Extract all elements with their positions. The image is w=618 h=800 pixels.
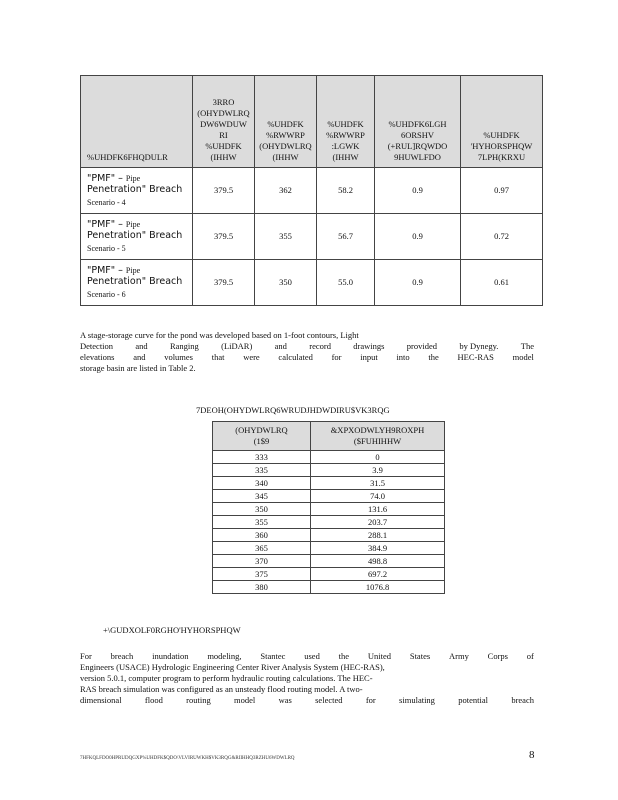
pool-elevation-cell: 379.5 [193,214,255,260]
development-time-cell: 0.61 [461,260,543,306]
table-row [213,542,445,555]
volume-cell: 288.1 [311,529,445,542]
elevation-cell: 360 [213,529,311,542]
paragraph-line: A stage-storage curve for the pond was developed based on 1-foot contours, Light [80,330,359,340]
header-bottom-width: %UHDFK %RWWRP :LGWK (IHHW [317,76,375,168]
elevation-cell: 333 [213,451,311,464]
elevation-cell: 340 [213,477,311,490]
elevation-cell: 375 [213,568,311,581]
table-row [213,503,445,516]
paragraph-line: Detection and Ranging (LiDAR) and record drawings provided by Dynegy. The [80,341,534,351]
scenario-cell: "PMF" – Pipe Penetration" Breach Scenario - 6 [81,260,193,306]
elevation-cell: 345 [213,490,311,503]
table-row [213,451,445,464]
header-breach-scenario: %UHDFK6FHQDULR [81,76,193,168]
elevation-storage-table [212,421,445,594]
elevation-cell: 350 [213,503,311,516]
bottom-elevation-cell: 350 [255,260,317,306]
volume-cell: 0 [311,451,445,464]
elevation-cell: 370 [213,555,311,568]
bottom-elevation-cell: 355 [255,214,317,260]
table-row [81,260,543,306]
paragraph-line: dimensional flood routing model was selected for simulating potential breach [80,695,534,705]
development-time-cell: 0.97 [461,168,543,214]
paragraph-line: RAS breach simulation was configured as an unsteady flood routing model. A two- [80,684,363,694]
paragraph-line: Engineers (USACE) Hydrologic Engineering Center River Analysis System (HEC-RAS), [80,662,385,672]
paragraph-line: elevations and volumes that were calculated for input into the HEC-RAS model [80,352,534,362]
table-row [213,464,445,477]
page-number: 8 [529,749,535,761]
volume-cell: 1076.8 [311,581,445,594]
table-row [81,214,543,260]
table-header-row [213,422,445,451]
volume-cell: 203.7 [311,516,445,529]
volume-cell: 31.5 [311,477,445,490]
table-row [213,529,445,542]
bottom-width-cell: 55.0 [317,260,375,306]
elevation-cell: 335 [213,464,311,477]
header-development-time: %UHDFK 'HYHORSPHQW 7LPH(KRXU [461,76,543,168]
pool-elevation-cell: 379.5 [193,168,255,214]
bottom-elevation-cell: 362 [255,168,317,214]
table-row [213,516,445,529]
paragraph-line: storage basin are listed in Table 2. [80,363,196,373]
table2-caption: 7DEOH(OHYDWLRQ6WRUDJHDWDIRU$VK3RQG [196,405,390,415]
bottom-width-cell: 58.2 [317,168,375,214]
elevation-cell: 380 [213,581,311,594]
table-row [81,168,543,214]
table-row [213,568,445,581]
table-header-row [81,76,543,168]
volume-cell: 697.2 [311,568,445,581]
scenario-cell: "PMF" – Pipe Penetration" Breach Scenario - 4 [81,168,193,214]
page-footer: 7HFKQLFDO0HPRUDQGXP%UHDFK$QDO\VLVIRUWKH$VK3RQG&RIIHHQ3RZHU6WDWLRQ [80,756,295,761]
header-pool-elevation: 3RRO (OHYDWLRQ DW6WDUW RI %UHDFK (IHHW [193,76,255,168]
paragraph-stage-storage [80,330,534,374]
volume-cell: 131.6 [311,503,445,516]
breach-parameters-table [80,75,543,306]
volume-cell: 498.8 [311,555,445,568]
table-row [213,477,445,490]
paragraph-breach-modeling [80,651,534,706]
elevation-cell: 355 [213,516,311,529]
scenario-cell: "PMF" – Pipe Penetration" Breach Scenario - 5 [81,214,193,260]
table-row [213,555,445,568]
volume-cell: 3.9 [311,464,445,477]
side-slopes-cell: 0.9 [375,214,461,260]
paragraph-line: version 5.0.1, computer program to perform hydraulic routing calculations. The HEC- [80,673,373,683]
elevation-cell: 365 [213,542,311,555]
side-slopes-cell: 0.9 [375,168,461,214]
development-time-cell: 0.72 [461,214,543,260]
header-cumulative-volume: &XPXODWLYH9ROXPH ($FUHIHHW [311,422,445,451]
volume-cell: 384.9 [311,542,445,555]
table-row [213,490,445,503]
bottom-width-cell: 56.7 [317,214,375,260]
header-side-slopes: %UHDFK6LGH 6ORSHV (+RUL]RQWDO 9HUWLFDO [375,76,461,168]
side-slopes-cell: 0.9 [375,260,461,306]
paragraph-line: For breach inundation modeling, Stantec used the United States Army Corps of [80,651,534,661]
section-heading: +\GUDXOLF0RGHO'HYHORSPHQW [103,625,241,635]
pool-elevation-cell: 379.5 [193,260,255,306]
volume-cell: 74.0 [311,490,445,503]
header-elevation: (OHYDWLRQ (1$9 [213,422,311,451]
header-bottom-elevation: %UHDFK %RWWRP (OHYDWLRQ (IHHW [255,76,317,168]
table-row [213,581,445,594]
